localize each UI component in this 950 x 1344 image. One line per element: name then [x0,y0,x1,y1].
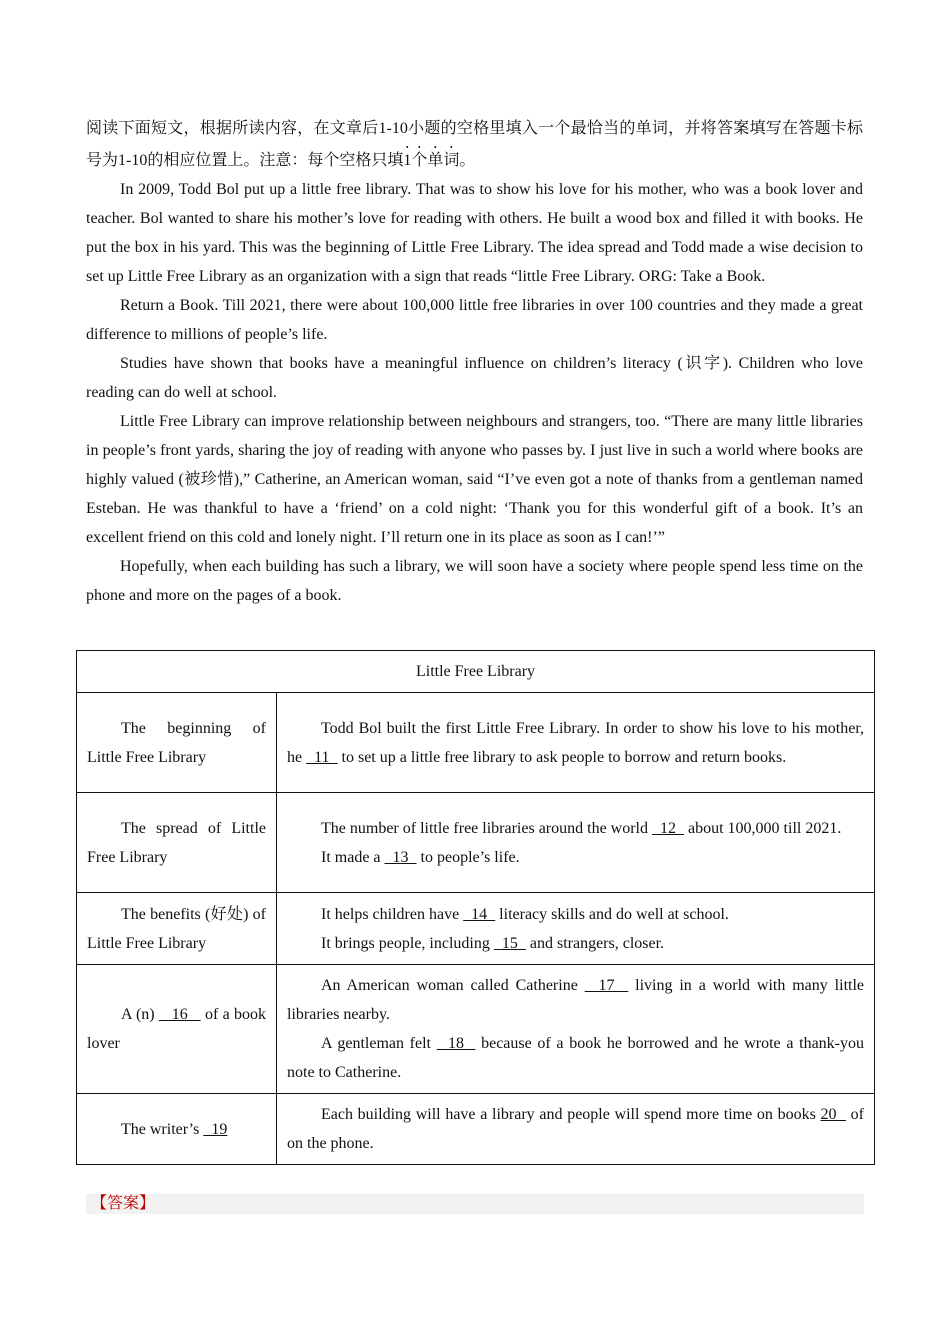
paragraph-2: Return a Book. Till 2021, there were about 100,000 little free libraries in over 100 countries and they made a great difference to millions of people’s life. [86,297,863,343]
text-segment: It made a [321,848,385,866]
row3-line1 [287,900,864,929]
text-segment: It helps children have [321,905,464,923]
table-title-row [77,651,875,693]
blank-13: 13 [384,848,417,866]
row4-line1 [287,971,864,1029]
text-segment: about 100,000 till 2021. [684,819,842,837]
blank-19: 19 [203,1120,228,1138]
row-content [277,693,875,793]
blank-12: 12 [652,819,684,837]
row2-label: The spread of Little Free Library [87,819,266,866]
text-segment: of on the phone. [287,1106,865,1152]
summary-table [76,650,875,1165]
paragraph-1: In 2009, Todd Bol put up a little free library. That was to show his love for his mother, who was a book lover and teacher. Bol wanted to share his mother’s love for reading with others. He built a wood box and filled it with books. He put the box in his yard. This was the beginning of Little Free Library. The idea spread and Todd made a wise decision to set up Little Free Library as an organization with a sign that reads “little Free Library. ORG: Take a Book. [86,181,863,285]
paragraph-5: Hopefully, when each building has such a library, we will soon have a society where people spend less time on the phone and more on the pages of a book. [86,558,863,604]
table-title: Little Free Library [77,651,875,693]
text-segment: Todd Bol built the first Little Free Library. In order to show his love to his mother, he [287,719,864,766]
blank-17: 17 [584,977,629,994]
text-segment: living in a world with many little libraries nearby. [287,977,865,1023]
table-row [77,1094,875,1165]
row-label [77,1094,277,1165]
blank-14: 14 [463,905,496,923]
row1-label: The beginning of Little Free Library [87,719,266,766]
text-segment: Each building will have a library and people will spend more time on books [321,1106,821,1123]
instructions [86,114,863,175]
text-segment: The writer’s [121,1120,204,1138]
answer-bar [86,1194,864,1214]
text-segment: and strangers, closer. [525,934,665,952]
row5-label [87,1115,266,1144]
text-segment: because of a book he borrowed and he wrote a thank-you note to Catherine. [287,1035,865,1081]
text-segment: A (n) [121,1006,159,1023]
instructions-line1: 阅读下面短文，根据所读内容，在文章后1-10小题的空格里填入一个最恰当的单词，并将答案填写在答题 [86,120,831,137]
row-content [277,1094,875,1165]
row3-label: The benefits (好处) of Little Free Library [87,905,266,952]
instructions-line2-end: 。 [459,152,476,169]
instructions-emphasis: 1个单词 [403,152,460,169]
row-label [77,893,277,965]
instructions-line2-start: 卡标号为1-10的相应位置上。注意：每个空格只填 [86,120,863,169]
text-segment: to set up a little free library to ask people to borrow and return books. [337,748,787,766]
text-segment: to people’s life. [416,848,520,866]
paragraph-3: Studies have shown that books have a meaningful influence on children’s literacy (识字). Children who love reading can do well at school. [86,355,863,401]
row5-line1 [287,1100,864,1158]
table-row [77,693,875,793]
row4-label [87,1000,266,1058]
row-content [277,893,875,965]
row2-line1 [287,814,864,843]
blank-15: 15 [493,934,526,952]
paragraph-4: Little Free Library can improve relationship between neighbours and strangers, too. “There are many little libraries in people’s front yards, sharing the joy of reading with anyone who passes by. I just live in such a world where books are highly valued (被珍惜),” Catherine, an American woman, said “I’ve even got a note of thanks from a gentleman named Esteban. He was thankful to have a ‘friend’ on a cold night: ‘Thank you for this wonderful gift of a book. It’s an excellent friend on this cold and lonely night. I’ll return one in its place as soon as I can!’” [86,413,863,546]
row4-line2 [287,1029,864,1087]
text-segment: A gentleman felt [321,1035,437,1052]
row2-line2 [287,843,864,872]
table-row [77,893,875,965]
row1-text [287,714,864,772]
blank-11: 11 [306,748,338,766]
row-label [77,965,277,1094]
row-label [77,693,277,793]
text-segment: The number of little free libraries around the world [321,819,652,837]
table-row [77,793,875,893]
row-content [277,965,875,1094]
text-segment: of a book lover [87,1006,266,1052]
row3-line2 [287,929,864,958]
text-segment: literacy skills and do well at school. [495,905,729,923]
blank-20: 20 [820,1106,846,1123]
blank-18: 18 [436,1035,476,1052]
answer-label: 【答案】 [91,1195,156,1212]
row-label [77,793,277,893]
text-segment: It brings people, including [321,934,494,952]
blank-16: 16 [158,1006,201,1023]
text-segment: An American woman called Catherine [321,977,585,994]
passage [86,114,863,610]
table-row [77,965,875,1094]
row-content [277,793,875,893]
